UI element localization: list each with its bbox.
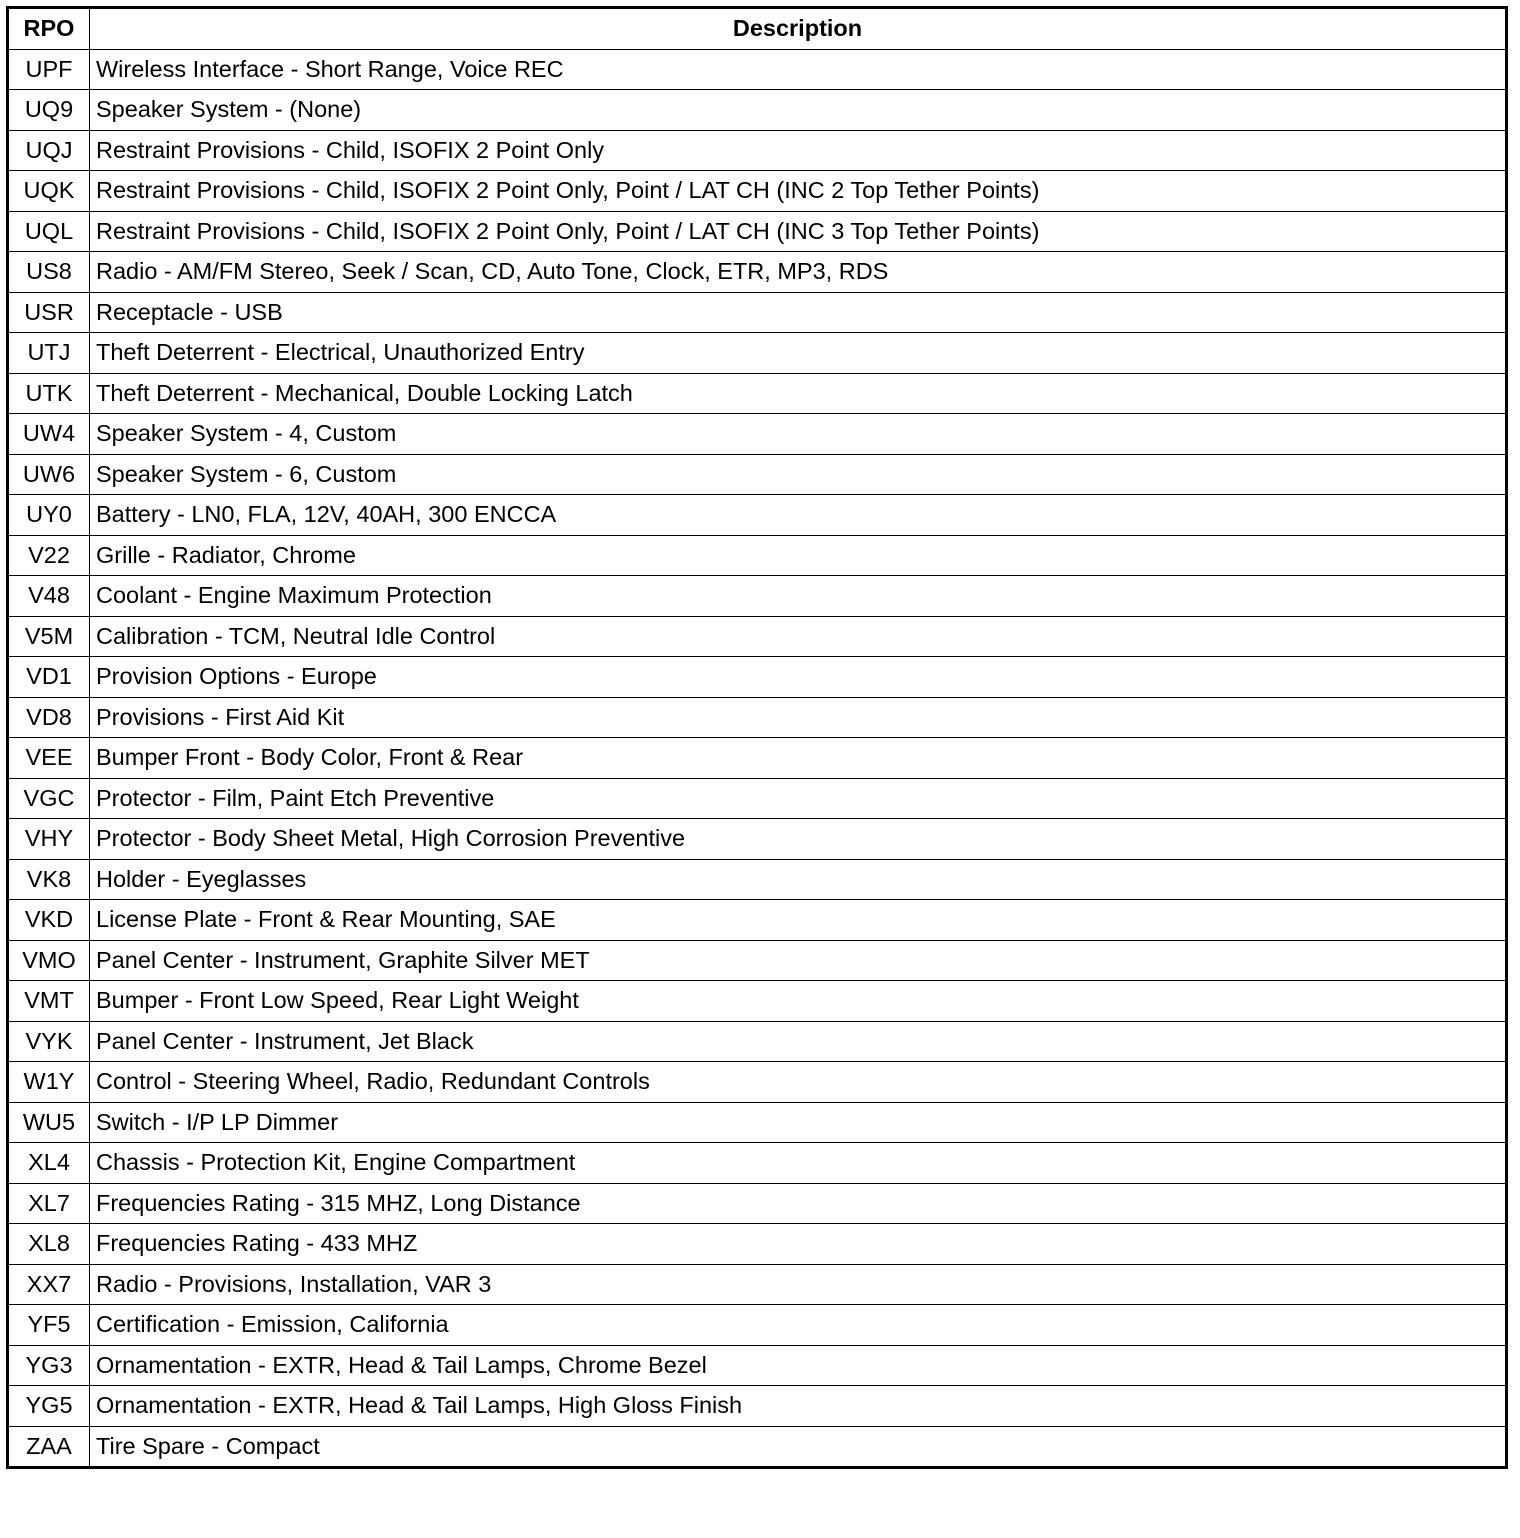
rpo-code-cell: ZAA [8, 1426, 90, 1468]
table-row [8, 1426, 1507, 1468]
column-header-rpo: RPO [8, 8, 90, 50]
rpo-code-cell: VD1 [8, 657, 90, 698]
description-cell: Protector - Film, Paint Etch Preventive [90, 778, 1507, 819]
rpo-code-cell: UW6 [8, 454, 90, 495]
table-row [8, 981, 1507, 1022]
rpo-code-cell: UQ9 [8, 90, 90, 131]
rpo-code-cell: VK8 [8, 859, 90, 900]
description-cell: Frequencies Rating - 433 MHZ [90, 1224, 1507, 1265]
table-row [8, 1386, 1507, 1427]
description-cell: Panel Center - Instrument, Jet Black [90, 1021, 1507, 1062]
table-row [8, 738, 1507, 779]
rpo-code-cell: UY0 [8, 495, 90, 536]
table-row [8, 616, 1507, 657]
rpo-code-cell: VD8 [8, 697, 90, 738]
table-row [8, 1062, 1507, 1103]
rpo-code-cell: YG3 [8, 1345, 90, 1386]
description-cell: Grille - Radiator, Chrome [90, 535, 1507, 576]
description-cell: Theft Deterrent - Electrical, Unauthorized Entry [90, 333, 1507, 374]
description-cell: Speaker System - 4, Custom [90, 414, 1507, 455]
table-row [8, 778, 1507, 819]
table-row [8, 697, 1507, 738]
rpo-code-cell: VYK [8, 1021, 90, 1062]
rpo-code-cell: VHY [8, 819, 90, 860]
rpo-code-cell: XL8 [8, 1224, 90, 1265]
rpo-code-cell: V5M [8, 616, 90, 657]
rpo-code-cell: V22 [8, 535, 90, 576]
table-row [8, 171, 1507, 212]
description-cell: Holder - Eyeglasses [90, 859, 1507, 900]
table-row [8, 373, 1507, 414]
rpo-code-cell: V48 [8, 576, 90, 617]
table-row [8, 252, 1507, 293]
description-cell: Receptacle - USB [90, 292, 1507, 333]
rpo-code-cell: UPF [8, 49, 90, 90]
table-row [8, 1102, 1507, 1143]
description-cell: Ornamentation - EXTR, Head & Tail Lamps, High Gloss Finish [90, 1386, 1507, 1427]
rpo-code-cell: VMT [8, 981, 90, 1022]
description-cell: Calibration - TCM, Neutral Idle Control [90, 616, 1507, 657]
description-cell: License Plate - Front & Rear Mounting, SAE [90, 900, 1507, 941]
table-row [8, 1021, 1507, 1062]
table-row [8, 940, 1507, 981]
rpo-code-table [6, 6, 1508, 1469]
description-cell: Speaker System - 6, Custom [90, 454, 1507, 495]
description-cell: Panel Center - Instrument, Graphite Silver MET [90, 940, 1507, 981]
description-cell: Radio - AM/FM Stereo, Seek / Scan, CD, Auto Tone, Clock, ETR, MP3, RDS [90, 252, 1507, 293]
table-row [8, 211, 1507, 252]
rpo-code-cell: VGC [8, 778, 90, 819]
rpo-code-cell: UQJ [8, 130, 90, 171]
rpo-code-cell: VMO [8, 940, 90, 981]
rpo-code-cell: UTK [8, 373, 90, 414]
table-row [8, 130, 1507, 171]
description-cell: Restraint Provisions - Child, ISOFIX 2 Point Only [90, 130, 1507, 171]
table-row [8, 495, 1507, 536]
description-cell: Tire Spare - Compact [90, 1426, 1507, 1468]
table-body [8, 49, 1507, 1468]
table-row [8, 1345, 1507, 1386]
rpo-code-cell: VEE [8, 738, 90, 779]
rpo-code-cell: UTJ [8, 333, 90, 374]
table-row [8, 1183, 1507, 1224]
description-cell: Restraint Provisions - Child, ISOFIX 2 Point Only, Point / LAT CH (INC 3 Top Tether Points) [90, 211, 1507, 252]
description-cell: Control - Steering Wheel, Radio, Redundant Controls [90, 1062, 1507, 1103]
rpo-code-cell: W1Y [8, 1062, 90, 1103]
description-cell: Restraint Provisions - Child, ISOFIX 2 Point Only, Point / LAT CH (INC 2 Top Tether Points) [90, 171, 1507, 212]
description-cell: Provisions - First Aid Kit [90, 697, 1507, 738]
table-row [8, 454, 1507, 495]
column-header-description: Description [90, 8, 1507, 50]
description-cell: Coolant - Engine Maximum Protection [90, 576, 1507, 617]
table-row [8, 576, 1507, 617]
table-row [8, 1143, 1507, 1184]
table-row [8, 1264, 1507, 1305]
table-row [8, 1305, 1507, 1346]
description-cell: Wireless Interface - Short Range, Voice REC [90, 49, 1507, 90]
rpo-code-cell: XL4 [8, 1143, 90, 1184]
table-row [8, 333, 1507, 374]
rpo-code-cell: YG5 [8, 1386, 90, 1427]
table-row [8, 1224, 1507, 1265]
table-header-row [8, 8, 1507, 50]
rpo-code-cell: USR [8, 292, 90, 333]
description-cell: Provision Options - Europe [90, 657, 1507, 698]
description-cell: Certification - Emission, California [90, 1305, 1507, 1346]
rpo-code-cell: UW4 [8, 414, 90, 455]
description-cell: Frequencies Rating - 315 MHZ, Long Distance [90, 1183, 1507, 1224]
rpo-code-cell: UQL [8, 211, 90, 252]
table-row [8, 90, 1507, 131]
table-row [8, 49, 1507, 90]
table-row [8, 900, 1507, 941]
rpo-code-cell: US8 [8, 252, 90, 293]
description-cell: Chassis - Protection Kit, Engine Compartment [90, 1143, 1507, 1184]
rpo-code-cell: YF5 [8, 1305, 90, 1346]
description-cell: Ornamentation - EXTR, Head & Tail Lamps, Chrome Bezel [90, 1345, 1507, 1386]
description-cell: Radio - Provisions, Installation, VAR 3 [90, 1264, 1507, 1305]
description-cell: Bumper Front - Body Color, Front & Rear [90, 738, 1507, 779]
rpo-code-cell: XX7 [8, 1264, 90, 1305]
rpo-code-cell: XL7 [8, 1183, 90, 1224]
table-row [8, 292, 1507, 333]
description-cell: Theft Deterrent - Mechanical, Double Locking Latch [90, 373, 1507, 414]
description-cell: Bumper - Front Low Speed, Rear Light Weight [90, 981, 1507, 1022]
description-cell: Battery - LN0, FLA, 12V, 40AH, 300 ENCCA [90, 495, 1507, 536]
rpo-code-cell: UQK [8, 171, 90, 212]
rpo-code-cell: WU5 [8, 1102, 90, 1143]
description-cell: Speaker System - (None) [90, 90, 1507, 131]
description-cell: Protector - Body Sheet Metal, High Corrosion Preventive [90, 819, 1507, 860]
table-row [8, 535, 1507, 576]
description-cell: Switch - I/P LP Dimmer [90, 1102, 1507, 1143]
table-row [8, 414, 1507, 455]
table-row [8, 819, 1507, 860]
table-row [8, 859, 1507, 900]
table-row [8, 657, 1507, 698]
rpo-code-cell: VKD [8, 900, 90, 941]
